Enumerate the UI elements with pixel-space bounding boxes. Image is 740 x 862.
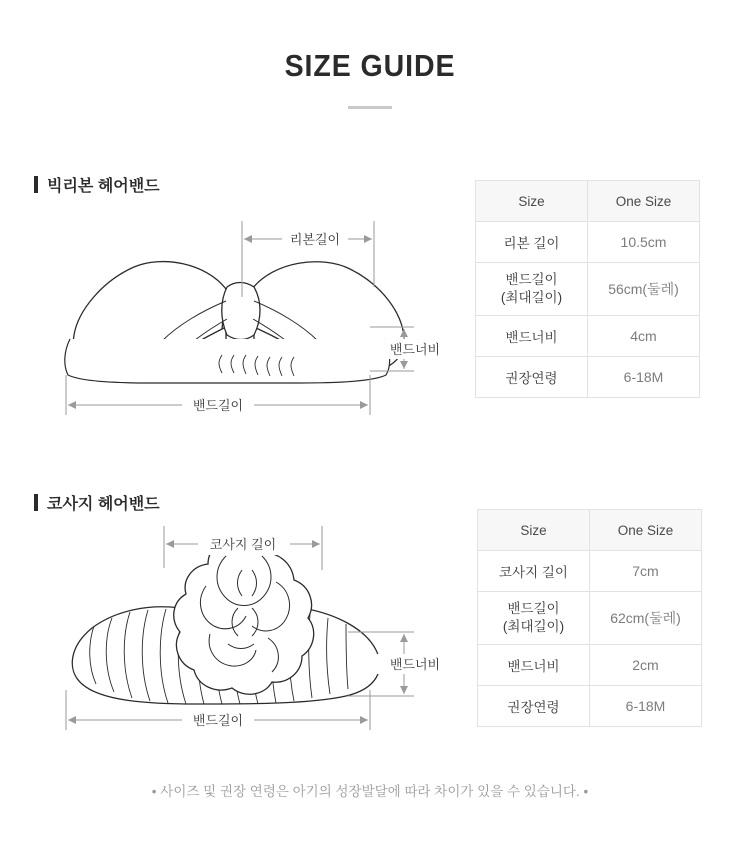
row-label: 코사지 길이	[478, 551, 590, 592]
table-row	[476, 316, 700, 357]
size-table-bigribbon-wrap	[475, 180, 700, 398]
section-heading-bigribbon	[34, 173, 160, 196]
title-divider	[348, 106, 392, 109]
row-value: 62cm(둘레)	[590, 592, 702, 645]
diagram-label-band-length: 밴드길이	[192, 398, 244, 413]
table-row	[478, 592, 702, 645]
size-table-corsage-wrap	[477, 509, 702, 727]
row-label	[476, 263, 588, 316]
table-header-row	[478, 510, 702, 551]
row-value: 6-18M	[588, 357, 700, 398]
row-label	[478, 592, 590, 645]
table-row	[476, 357, 700, 398]
row-label: 밴드너비	[476, 316, 588, 357]
page-title: SIZE GUIDE	[284, 48, 456, 83]
table-row	[478, 686, 702, 727]
diagram-corsage	[30, 512, 460, 742]
diagram-label-band-width: 밴드너비	[389, 342, 441, 357]
row-label-line2: (최대길이)	[500, 290, 563, 305]
row-label: 리본 길이	[476, 222, 588, 263]
row-value: 10.5cm	[588, 222, 700, 263]
size-table-corsage	[477, 509, 702, 727]
section-heading-label: 코사지 헤어밴드	[47, 496, 160, 513]
row-label-line2: (최대길이)	[502, 619, 565, 634]
table-row	[476, 263, 700, 316]
table-col-onesize: One Size	[588, 181, 700, 222]
row-value: 4cm	[588, 316, 700, 357]
section-heading-label: 빅리본 헤어밴드	[47, 178, 160, 195]
table-row	[478, 645, 702, 686]
heading-accent-bar	[34, 176, 38, 193]
row-value: 2cm	[590, 645, 702, 686]
row-label: 권장연령	[476, 357, 588, 398]
diagram-label-band-width: 밴드너비	[389, 657, 441, 672]
section-heading-corsage	[34, 491, 160, 514]
diagram-bigribbon	[30, 215, 460, 430]
table-col-size: Size	[476, 181, 588, 222]
table-row	[478, 551, 702, 592]
footer-note: • 사이즈 및 권장 연령은 아기의 성장발달에 따라 차이가 있을 수 있습니다. •	[151, 784, 589, 799]
row-label: 권장연령	[478, 686, 590, 727]
heading-accent-bar	[34, 494, 38, 511]
row-value: 56cm(둘레)	[588, 263, 700, 316]
table-row	[476, 222, 700, 263]
row-value: 6-18M	[590, 686, 702, 727]
size-table-bigribbon	[475, 180, 700, 398]
table-col-size: Size	[478, 510, 590, 551]
diagram-label-ribbon-length: 리본길이	[289, 232, 341, 247]
table-col-onesize: One Size	[590, 510, 702, 551]
row-label: 밴드너비	[478, 645, 590, 686]
diagram-label-corsage-length: 코사지 길이	[209, 537, 277, 552]
diagram-label-band-length: 밴드길이	[192, 713, 244, 728]
row-label-line1: 밴드길이	[507, 600, 560, 616]
row-label-line1: 밴드길이	[505, 271, 558, 287]
table-header-row	[476, 181, 700, 222]
row-value: 7cm	[590, 551, 702, 592]
